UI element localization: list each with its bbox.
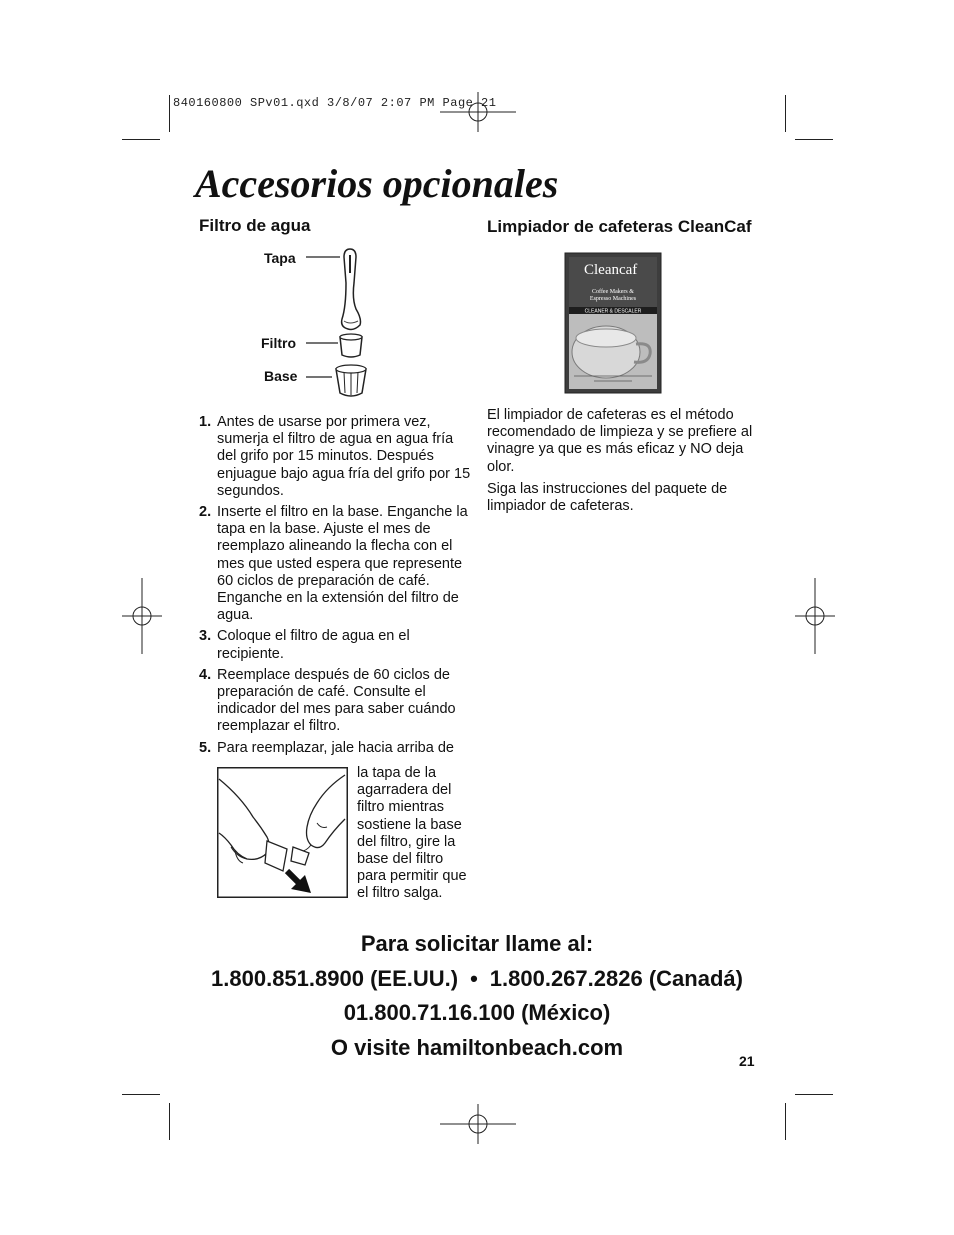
cleancaf-package-image bbox=[564, 252, 662, 394]
website-text: O visite hamiltonbeach.com bbox=[330, 1035, 624, 1060]
step-text: Para reemplazar, jale hacia arriba de bbox=[217, 739, 454, 756]
page-title: Accesorios opcionales bbox=[195, 161, 559, 206]
step-4 bbox=[199, 667, 471, 736]
phone-canada: 1.800.267.2826 (Canadá) bbox=[489, 966, 743, 991]
step-number: 3. bbox=[199, 628, 212, 645]
step-number: 5. bbox=[199, 739, 212, 756]
cleaner-paragraph-1: El limpiador de cafeteras es el método recomendado de limpieza y se prefiere al vinagre ya que es más eficaz y NO deja olor. bbox=[487, 407, 753, 475]
step-1 bbox=[199, 414, 471, 500]
bullet-separator: • bbox=[470, 966, 478, 991]
step-number: 1. bbox=[199, 414, 212, 430]
label-filtro: Filtro bbox=[261, 335, 296, 351]
label-base: Base bbox=[264, 368, 298, 384]
filter-heading: Filtro de agua bbox=[199, 216, 311, 235]
step-text: Inserte el filtro en la base. Enganche la tapa en la base. Ajuste el mes de reemplazo alineando la flecha con el mes que usted espera que represente 60 ciclos de preparación de café. Enganche en la extensión del filtro de agua. bbox=[217, 504, 468, 624]
registration-mark-bottom bbox=[440, 1104, 516, 1144]
step-3 bbox=[199, 628, 471, 662]
label-tapa: Tapa bbox=[264, 250, 296, 266]
package-line2: Espresso Machines bbox=[589, 296, 637, 302]
step-5-continued: la tapa de la agarradera del filtro mientras sostiene la base del filtro, gire la base del filtro para permitir que el filtro salga. bbox=[357, 765, 467, 902]
step-2 bbox=[199, 504, 471, 624]
order-phones-line bbox=[150, 966, 804, 992]
package-brand: Cleancaf bbox=[584, 262, 638, 278]
registration-mark-right bbox=[795, 578, 835, 654]
phone-mexico: 01.800.71.16.100 (México) bbox=[343, 1000, 611, 1025]
water-filter-illustration bbox=[300, 243, 380, 401]
phone-us: 1.800.851.8900 (EE.UU.) bbox=[211, 966, 459, 991]
step-text: Antes de usarse por primera vez, sumerja el filtro de agua en agua fría del grifo por 15 minutos. Después enjuague bajo agua fría del grifo por 15 segundos. bbox=[217, 414, 471, 499]
step-text: Reemplace después de 60 ciclos de preparación de café. Consulte el indicador del mes para saber cuándo reemplazar el filtro. bbox=[217, 666, 456, 735]
package-line1: Coffee Makers & bbox=[592, 289, 634, 295]
print-slug: 840160800 SPv01.qxd 3/8/07 2:07 PM Page 21 bbox=[173, 96, 497, 110]
registration-mark-left bbox=[122, 578, 162, 654]
page-number: 21 bbox=[739, 1053, 755, 1069]
package-band: CLEANER & DESCALER bbox=[584, 308, 642, 315]
order-heading: Para solicitar llame al: bbox=[360, 931, 594, 956]
cleaner-paragraph-2: Siga las instrucciones del paquete de limpiador de cafeteras. bbox=[487, 481, 728, 515]
cleaner-heading: Limpiador de cafeteras CleanCaf bbox=[487, 217, 752, 236]
step-5 bbox=[199, 740, 471, 757]
step-number: 2. bbox=[199, 504, 212, 521]
step-number: 4. bbox=[199, 666, 212, 683]
instruction-steps bbox=[199, 414, 471, 761]
step-text: Coloque el filtro de agua en el recipiente. bbox=[217, 628, 410, 662]
filter-removal-illustration bbox=[217, 767, 348, 898]
